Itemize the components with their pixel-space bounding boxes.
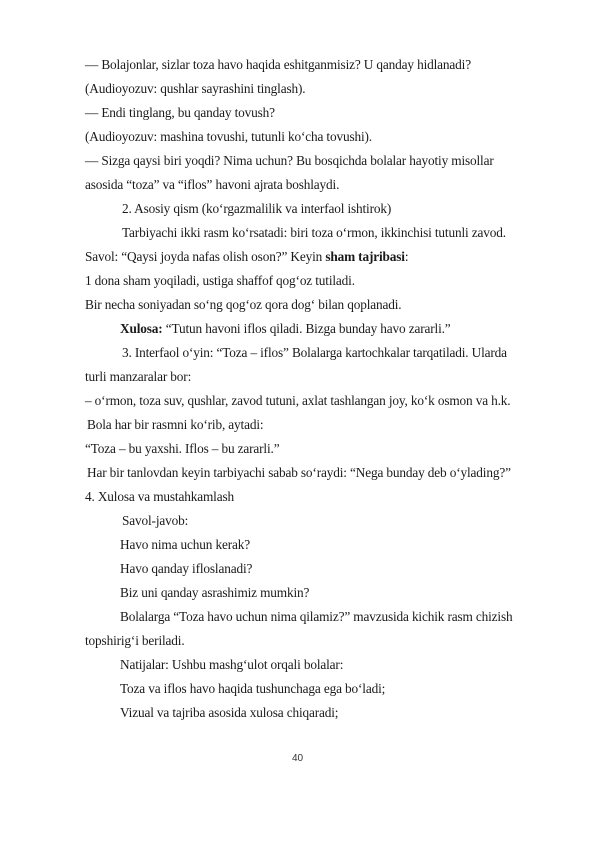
section-heading: 3. Interfaol o‘yin: “Toza – iflos” Bolalarga kartochkalar tarqatiladi. Ularda xyxy=(122,345,507,360)
text-line xyxy=(85,249,408,265)
text-line: Havo qanday ifloslanadi? xyxy=(120,561,253,576)
text-line: topshirig‘i beriladi. xyxy=(85,633,185,648)
text-line: Savol-javob: xyxy=(122,513,189,528)
text-run: Savol: “Qaysi joyda nafas olish oson?” Keyin xyxy=(85,249,326,264)
text-line: Har bir tanlovdan keyin tarbiyachi sabab so‘raydi: “Nega bunday deb o‘ylading?” xyxy=(87,465,511,480)
text-line: Biz uni qanday asrashimiz mumkin? xyxy=(120,585,310,600)
bold-term: Xulosa: xyxy=(120,321,163,336)
text-line: — Bolajonlar, sizlar toza havo haqida eshitganmisiz? U qanday hidlanadi? xyxy=(85,57,471,72)
text-line: Bir necha soniyadan so‘ng qog‘oz qora dog‘ bilan qoplanadi. xyxy=(85,297,402,312)
text-line: asosida “toza” va “iflos” havoni ajrata boshlaydi. xyxy=(85,177,340,192)
text-line: Bola har bir rasmni ko‘rib, aytadi: xyxy=(87,417,264,432)
page-number: 40 xyxy=(291,753,304,764)
bold-term: sham tajribasi xyxy=(325,249,405,264)
text-line: Vizual va tajriba asosida xulosa chiqaradi; xyxy=(120,705,339,720)
text-line: 1 dona sham yoqiladi, ustiga shaffof qog‘oz tutiladi. xyxy=(85,273,355,288)
text-line: “Toza – bu yaxshi. Iflos – bu zararli.” xyxy=(85,441,280,456)
text-line: — Endi tinglang, bu qanday tovush? xyxy=(85,105,275,120)
text-line: Havo nima uchun kerak? xyxy=(120,537,250,552)
text-run: “Tutun havoni iflos qiladi. Bizga bunday havo zararli.” xyxy=(162,321,451,336)
section-heading: 2. Asosiy qism (ko‘rgazmalilik va interfaol ishtirok) xyxy=(122,201,392,216)
section-heading: 4. Xulosa va mustahkamlash xyxy=(85,489,234,504)
text-line: Toza va iflos havo haqida tushunchaga ega bo‘ladi; xyxy=(120,681,386,696)
text-line: Bolalarga “Toza havo uchun nima qilamiz?” mavzusida kichik rasm chizish xyxy=(120,609,513,624)
text-line: turli manzaralar bor: xyxy=(85,369,192,384)
text-line: – o‘rmon, toza suv, qushlar, zavod tutuni, axlat tashlangan joy, ko‘k osmon va h.k. xyxy=(85,393,511,408)
text-line: Natijalar: Ushbu mashg‘ulot orqali bolalar: xyxy=(120,657,344,672)
text-line: — Sizga qaysi biri yoqdi? Nima uchun? Bu bosqichda bolalar hayotiy misollar xyxy=(85,153,494,168)
text-run: : xyxy=(404,249,409,264)
text-line: (Audioyozuv: mashina tovushi, tutunli ko‘cha tovushi). xyxy=(85,129,372,144)
text-line: (Audioyozuv: qushlar sayrashini tinglash). xyxy=(85,81,306,96)
text-line xyxy=(120,321,451,337)
text-line: Tarbiyachi ikki rasm ko‘rsatadi: biri toza o‘rmon, ikkinchisi tutunli zavod. xyxy=(122,225,506,240)
